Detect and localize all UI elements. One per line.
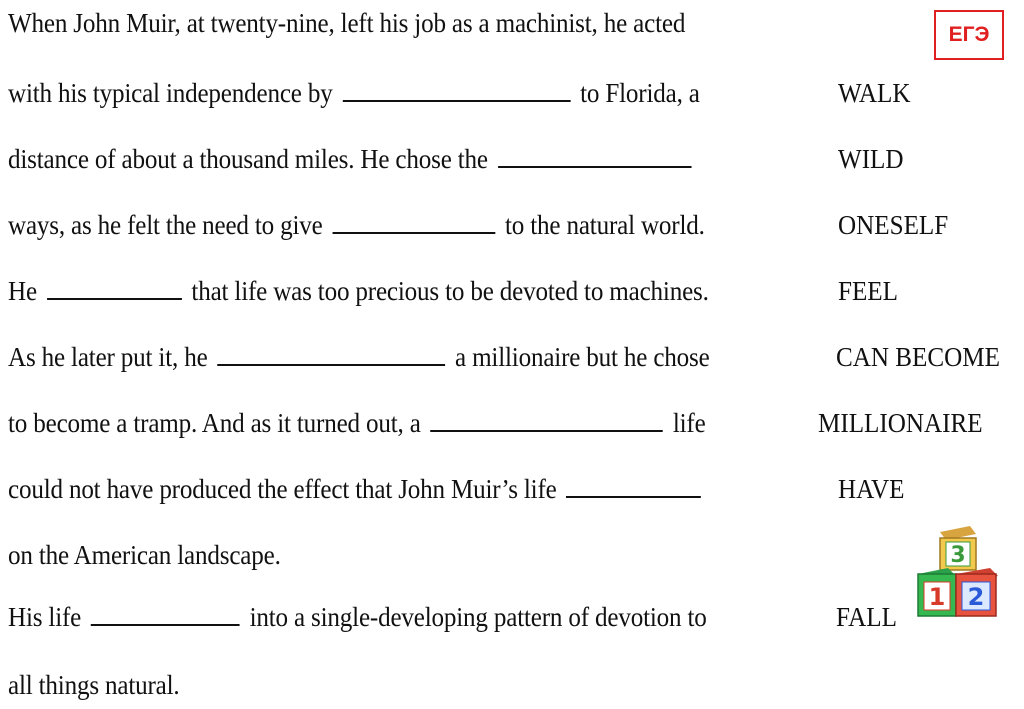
text-line-4	[8, 208, 705, 242]
text-line-10-post: into a single-developing pattern of devotion to	[249, 602, 707, 632]
text-line-6-post: a millionaire but he chose	[455, 342, 710, 372]
svg-text:1: 1	[928, 583, 946, 611]
text-line-4-pre: ways, as he felt the need to give	[8, 210, 323, 240]
text-line-4-post: to the natural world.	[505, 210, 705, 240]
text-line-3-pre: distance of about a thousand miles. He chose the	[8, 144, 488, 174]
word-bank-item-can-become: CAN BECOME	[836, 342, 1000, 372]
text-line-8	[8, 472, 705, 506]
svg-text:2: 2	[967, 583, 985, 611]
answer-blank-2[interactable]	[498, 144, 691, 168]
answer-blank-1[interactable]	[342, 78, 570, 102]
answer-blank-7[interactable]	[566, 474, 701, 498]
text-line-5-post: that life was too precious to be devoted to machines.	[191, 276, 709, 306]
word-bank-item-millionaire: MILLIONAIRE	[818, 408, 983, 438]
text-line-10-pre: His life	[8, 602, 82, 632]
word-bank-item-wild: WILD	[838, 144, 904, 174]
text-line-5-pre: He	[8, 276, 37, 306]
answer-blank-8[interactable]	[91, 602, 240, 626]
text-line-1-content: When John Muir, at twenty-nine, left his job as a machinist, he acted	[8, 8, 686, 38]
text-line-7-post: life	[672, 408, 706, 438]
answer-blank-6[interactable]	[430, 408, 663, 432]
word-bank-item-walk: WALK	[838, 78, 911, 108]
text-line-1	[8, 6, 685, 40]
ege-badge: ЕГЭ	[934, 10, 1004, 60]
answer-blank-3[interactable]	[332, 210, 495, 234]
word-bank-item-have: HAVE	[838, 474, 905, 504]
text-line-7-pre: to become a tramp. And as it turned out, a	[8, 408, 421, 438]
text-line-2	[8, 76, 700, 110]
text-line-7	[8, 406, 706, 440]
text-line-11-content: all things natural.	[8, 670, 180, 700]
text-line-6	[8, 340, 710, 374]
svg-text:3: 3	[950, 543, 966, 568]
number-blocks-icon	[916, 524, 1000, 620]
word-bank-item-fall: FALL	[836, 602, 897, 632]
text-line-11	[8, 668, 180, 702]
text-line-2-pre: with his typical independence by	[8, 78, 333, 108]
text-line-5	[8, 274, 709, 308]
text-line-2-post: to Florida, a	[580, 78, 700, 108]
text-line-6-pre: As he later put it, he	[8, 342, 208, 372]
word-bank-item-feel: FEEL	[838, 276, 898, 306]
text-line-3	[8, 142, 695, 176]
text-line-8-pre: could not have produced the effect that John Muir’s life	[8, 474, 557, 504]
text-line-10	[8, 600, 707, 634]
word-bank-item-oneself: ONESELF	[838, 210, 949, 240]
answer-blank-5[interactable]	[217, 342, 445, 366]
answer-blank-4[interactable]	[47, 276, 182, 300]
text-line-9	[8, 538, 281, 572]
text-line-9-content: on the American landscape.	[8, 540, 281, 570]
